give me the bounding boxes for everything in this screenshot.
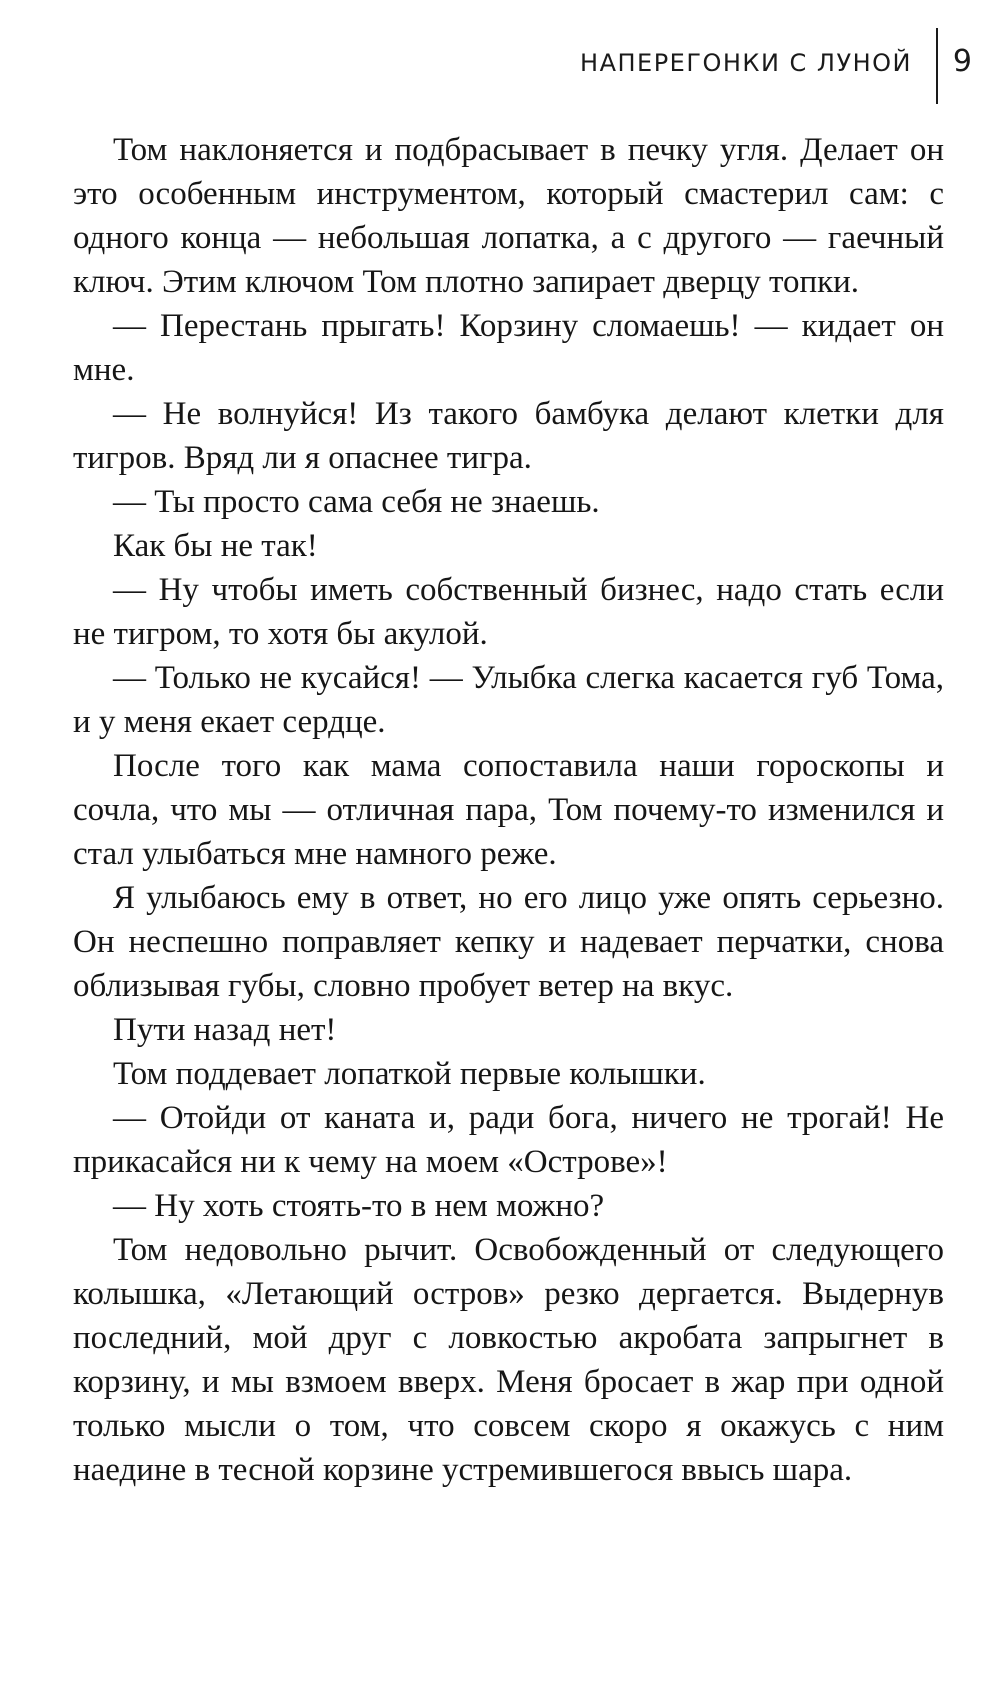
paragraph: Я улыбаюсь ему в ответ, но его лицо уже опять серьезно. Он неспешно поправляет кепку и надевает перчатки, снова облизывая губы, словно пробует ветер на вкус.: [73, 880, 944, 1004]
paragraph: После того как мама сопоставила наши гороскопы и сочла, что мы — отличная пара, Том почему-то изменился и стал улыбаться мне намного реже.: [73, 748, 944, 872]
paragraph: Том недовольно рычит. Освобожденный от следующего колышка, «Летающий остров» резко дергается. Выдернув последний, мой друг с ловкостью акробата запрыгнет в корзину, и мы взмоем вверх. Меня бросает в жар при одной только мысли о том, что совсем скоро я окажусь с ним наедине в тесной корзине устремившегося ввысь шара.: [73, 1232, 944, 1488]
paragraph: — Ну чтобы иметь собственный бизнес, надо стать если не тигром, то хотя бы акулой.: [73, 572, 944, 652]
paragraph: — Не волнуйся! Из такого бамбука делают клетки для тигров. Вряд ли я опаснее тигра.: [73, 396, 944, 476]
body-text: [73, 128, 944, 1492]
paragraph: — Только не кусайся! — Улыбка слегка касается губ Тома, и у меня екает сердце.: [73, 660, 944, 740]
paragraph: Пути назад нет!: [113, 1012, 337, 1048]
paragraph: — Ну хоть стоять-то в нем можно?: [113, 1188, 605, 1224]
paragraph: Том поддевает лопаткой первые колышки.: [113, 1056, 706, 1092]
paragraph: Том наклоняется и подбрасывает в печку угля. Делает он это особенным инструментом, который смастерил сам: с одного конца — небольшая лопатка, а с другого — гаечный ключ. Этим ключом Том плотно запирает дверцу топки.: [73, 132, 944, 300]
running-head: [480, 38, 1000, 108]
running-title: НАПЕРЕГОНКИ С ЛУНОЙ: [580, 49, 912, 77]
header-divider: [936, 28, 938, 104]
paragraph: — Перестань прыгать! Корзину сломаешь! — кидает он мне.: [73, 308, 944, 388]
page-number: 9: [952, 44, 972, 79]
paragraph: — Ты просто сама себя не знаешь.: [113, 484, 600, 520]
paragraph: Как бы не так!: [113, 528, 318, 564]
paragraph: — Отойди от каната и, ради бога, ничего не трогай! Не прикасайся ни к чему на моем «Острове»!: [73, 1100, 944, 1180]
